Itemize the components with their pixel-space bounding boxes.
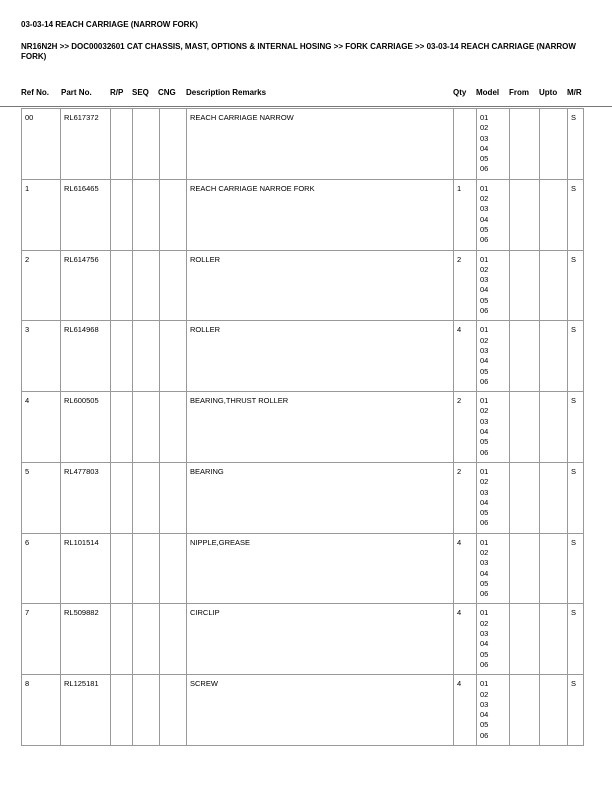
model-code: 06 — [480, 659, 489, 669]
from-cell — [510, 675, 540, 746]
ref-cell: 2 — [22, 250, 61, 321]
model-code: 02 — [480, 618, 489, 628]
model-code: 01 — [480, 325, 489, 335]
description-cell: REACH CARRIAGE NARROE FORK — [187, 179, 454, 250]
seq-cell — [133, 321, 160, 392]
model-code: 05 — [480, 437, 489, 447]
cng-cell — [160, 675, 187, 746]
ref-cell: 6 — [22, 533, 61, 604]
mr-cell: S — [568, 392, 584, 463]
model-code: 06 — [480, 235, 489, 245]
cng-cell — [160, 321, 187, 392]
mr-cell: S — [568, 462, 584, 533]
from-cell — [510, 250, 540, 321]
upto-cell — [540, 533, 568, 604]
upto-cell — [540, 392, 568, 463]
ref-cell: 00 — [22, 109, 61, 180]
model-code: 01 — [480, 679, 489, 689]
table-row — [22, 250, 584, 321]
seq-cell — [133, 604, 160, 675]
model-code: 03 — [480, 629, 489, 639]
model-code: 06 — [480, 447, 489, 457]
table-row — [22, 462, 584, 533]
table-row — [22, 675, 584, 746]
ref-cell: 4 — [22, 392, 61, 463]
model-code: 05 — [480, 578, 489, 588]
mr-cell: S — [568, 533, 584, 604]
model-code: 01 — [480, 183, 489, 193]
model-cell — [477, 533, 510, 604]
rp-cell — [111, 250, 133, 321]
model-code: 03 — [480, 699, 489, 709]
from-cell — [510, 604, 540, 675]
cng-cell — [160, 179, 187, 250]
model-code: 02 — [480, 264, 489, 274]
model-code: 03 — [480, 345, 489, 355]
model-code: 05 — [480, 295, 489, 305]
part-number-cell: RL509882 — [61, 604, 111, 675]
model-code: 04 — [480, 285, 489, 295]
breadcrumb: NR16N2H >> DOC00032601 CAT CHASSIS, MAST, OPTIONS & INTERNAL HOSING >> FORK CARRIAGE >> 03-03-14 REACH CARRIAGE (NARROW FORK) — [21, 42, 576, 61]
column-header: Part No. — [61, 88, 92, 97]
seq-cell — [133, 675, 160, 746]
from-cell — [510, 533, 540, 604]
cng-cell — [160, 533, 187, 604]
rp-cell — [111, 604, 133, 675]
qty-cell: 1 — [454, 179, 477, 250]
model-code: 01 — [480, 537, 489, 547]
model-code: 02 — [480, 123, 489, 133]
parts-table — [21, 108, 584, 746]
model-code: 04 — [480, 143, 489, 153]
ref-cell: 5 — [22, 462, 61, 533]
rp-cell — [111, 321, 133, 392]
column-header: M/R — [567, 88, 582, 97]
part-number-cell: RL614756 — [61, 250, 111, 321]
model-code: 01 — [480, 113, 489, 122]
table-row — [22, 533, 584, 604]
mr-cell: S — [568, 250, 584, 321]
column-header: Description Remarks — [186, 88, 267, 97]
mr-cell: S — [568, 109, 584, 180]
model-code: 01 — [480, 254, 489, 264]
description-cell: NIPPLE,GREASE — [187, 533, 454, 604]
mr-cell: S — [568, 604, 584, 675]
model-code: 02 — [480, 689, 489, 699]
table-row — [22, 321, 584, 392]
part-number-cell: RL614968 — [61, 321, 111, 392]
rp-cell — [111, 392, 133, 463]
upto-cell — [540, 321, 568, 392]
from-cell — [510, 179, 540, 250]
from-cell — [510, 109, 540, 180]
upto-cell — [540, 462, 568, 533]
seq-cell — [133, 392, 160, 463]
seq-cell — [133, 533, 160, 604]
model-code: 06 — [480, 730, 489, 740]
description-cell: ROLLER — [187, 250, 454, 321]
from-cell — [510, 321, 540, 392]
table-row — [22, 392, 584, 463]
page-title: 03-03-14 REACH CARRIAGE (NARROW FORK) — [21, 20, 198, 29]
description-cell: ROLLER — [187, 321, 454, 392]
model-code: 06 — [480, 164, 489, 174]
column-header: Upto — [539, 88, 558, 97]
table-row — [22, 604, 584, 675]
upto-cell — [540, 675, 568, 746]
model-cell — [477, 675, 510, 746]
model-code: 04 — [480, 710, 489, 720]
model-code: 01 — [480, 608, 489, 618]
qty-cell: 4 — [454, 604, 477, 675]
header-divider — [0, 106, 612, 107]
cng-cell — [160, 109, 187, 180]
cng-cell — [160, 462, 187, 533]
qty-cell: 4 — [454, 533, 477, 604]
model-cell — [477, 321, 510, 392]
seq-cell — [133, 462, 160, 533]
model-code: 05 — [480, 224, 489, 234]
model-code: 05 — [480, 508, 489, 518]
cng-cell — [160, 250, 187, 321]
seq-cell — [133, 109, 160, 180]
model-code: 02 — [480, 477, 489, 487]
model-code: 03 — [480, 416, 489, 426]
upto-cell — [540, 109, 568, 180]
table-row — [22, 109, 584, 180]
part-number-cell: RL125181 — [61, 675, 111, 746]
model-code: 02 — [480, 406, 489, 416]
model-code: 02 — [480, 335, 489, 345]
model-code: 05 — [480, 154, 489, 164]
model-cell — [477, 604, 510, 675]
mr-cell: S — [568, 179, 584, 250]
description-cell: REACH CARRIAGE NARROW — [187, 109, 454, 180]
ref-cell: 7 — [22, 604, 61, 675]
model-code: 04 — [480, 356, 489, 366]
column-header: CNG — [158, 88, 176, 97]
part-number-cell: RL101514 — [61, 533, 111, 604]
qty-cell: 4 — [454, 675, 477, 746]
column-header: SEQ — [132, 88, 149, 97]
model-code: 03 — [480, 487, 489, 497]
from-cell — [510, 462, 540, 533]
model-code: 05 — [480, 366, 489, 376]
column-header: Qty — [453, 88, 467, 97]
cng-cell — [160, 392, 187, 463]
model-cell — [477, 109, 510, 180]
part-number-cell: RL477803 — [61, 462, 111, 533]
column-header: R/P — [110, 88, 124, 97]
model-code: 03 — [480, 275, 489, 285]
from-cell — [510, 392, 540, 463]
column-header: From — [509, 88, 529, 97]
rp-cell — [111, 533, 133, 604]
qty-cell: 2 — [454, 392, 477, 463]
seq-cell — [133, 250, 160, 321]
model-cell — [477, 250, 510, 321]
mr-cell: S — [568, 321, 584, 392]
qty-cell: 4 — [454, 321, 477, 392]
model-code: 06 — [480, 589, 489, 599]
model-code: 03 — [480, 558, 489, 568]
model-code: 02 — [480, 547, 489, 557]
model-code: 05 — [480, 720, 489, 730]
qty-cell — [454, 109, 477, 180]
model-code: 04 — [480, 214, 489, 224]
part-number-cell: RL600505 — [61, 392, 111, 463]
model-code: 03 — [480, 133, 489, 143]
column-header: Ref No. — [21, 88, 49, 97]
rp-cell — [111, 109, 133, 180]
rp-cell — [111, 179, 133, 250]
model-code: 04 — [480, 497, 489, 507]
description-cell: BEARING,THRUST ROLLER — [187, 392, 454, 463]
column-header: Model — [476, 88, 500, 97]
model-code: 04 — [480, 639, 489, 649]
upto-cell — [540, 250, 568, 321]
rp-cell — [111, 675, 133, 746]
upto-cell — [540, 179, 568, 250]
qty-cell: 2 — [454, 462, 477, 533]
upto-cell — [540, 604, 568, 675]
model-code: 03 — [480, 204, 489, 214]
ref-cell: 8 — [22, 675, 61, 746]
model-code: 06 — [480, 376, 489, 386]
model-code: 01 — [480, 396, 489, 406]
part-number-cell: RL616465 — [61, 179, 111, 250]
model-cell — [477, 179, 510, 250]
model-code: 04 — [480, 568, 489, 578]
description-cell: CIRCLIP — [187, 604, 454, 675]
model-code: 06 — [480, 306, 489, 316]
ref-cell: 3 — [22, 321, 61, 392]
model-code: 04 — [480, 427, 489, 437]
description-cell: BEARING — [187, 462, 454, 533]
mr-cell: S — [568, 675, 584, 746]
model-code: 05 — [480, 649, 489, 659]
part-number-cell: RL617372 — [61, 109, 111, 180]
description-cell: SCREW — [187, 675, 454, 746]
table-row — [22, 179, 584, 250]
rp-cell — [111, 462, 133, 533]
model-cell — [477, 462, 510, 533]
cng-cell — [160, 604, 187, 675]
ref-cell: 1 — [22, 179, 61, 250]
model-cell — [477, 392, 510, 463]
model-code: 01 — [480, 466, 489, 476]
seq-cell — [133, 179, 160, 250]
model-code: 06 — [480, 518, 489, 528]
qty-cell: 2 — [454, 250, 477, 321]
model-code: 02 — [480, 194, 489, 204]
